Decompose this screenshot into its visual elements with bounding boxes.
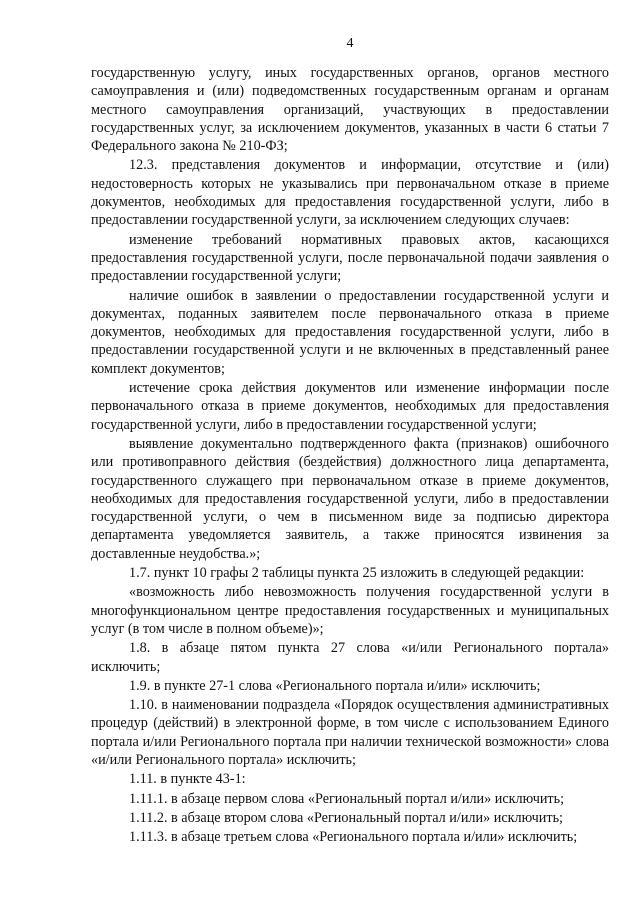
paragraph-case-errors: наличие ошибок в заявлении о предоставлении государственной услуги и документах, поданных заявителем после первоначального отказа в приеме документов, необходимых для предоставления государственной услуги, либо в предоставлении государственной услуги и не включенных в представленный ранее комплект документов; (91, 287, 609, 377)
paragraph-1-7-quote: «возможность либо невозможность получения государственной услуги в многофункциональном центре предоставления государственных и муниципальных услуг (в том числе в полном объеме)»; (91, 584, 609, 637)
paragraph-1-11: 1.11. в пункте 43-1: (129, 771, 246, 788)
page-number: 4 (346, 36, 354, 51)
paragraph-1-9: 1.9. в пункте 27-1 слова «Регионального портала и/или» исключить; (129, 677, 541, 694)
paragraph-1-10: 1.10. в наименовании подраздела «Порядок осуществления административных процедур (действий) в электронной форме, в том числе с использованием Единого портала и/или Регионального портала при наличии технической возможности» слова «и/или Регионального портала» исключить; (91, 697, 609, 768)
paragraph-case-requirements-change: изменение требований нормативных правовых актов, касающихся предоставления государственной услуги, после первоначальной подачи заявления о предоставлении государственной услуги; (91, 231, 609, 285)
paragraph-1-8: 1.8. в абзаце пятом пункта 27 слова «и/или Регионального портала» исключить; (91, 640, 609, 675)
paragraph-1-11-2: 1.11.2. в абзаце втором слова «Региональный портал и/или» исключить; (129, 809, 563, 826)
paragraph-case-misconduct: выявление документально подтвержденного факта (признаков) ошибочного или противоправного действия (бездействия) должностного лица департамента, государственного служащего при первоначальном отказе в приеме документов, необходимых для предоставления государственной услуги, либо в предоставлении государственной услуги, о чем в письменном виде за подписью директора департамента уведомляется заявитель, а также приносятся извинения за доставленные неудобства.»; (91, 435, 609, 562)
paragraph-1-7: 1.7. пункт 10 графы 2 таблицы пункта 25 изложить в следующей редакции: (129, 565, 585, 582)
paragraph-continuation: государственную услугу, иных государственных органов, органов местного самоуправления и (или) подведомственных государственным органам и органам местного самоуправления организаций, участвующих в предоставлении государственных услуг, за исключением документов, указанных в части 6 статьи 7 Федерального закона № 210-ФЗ; (91, 65, 609, 155)
paragraph-1-11-1: 1.11.1. в абзаце первом слова «Региональный портал и/или» исключить; (129, 790, 565, 807)
document-body (91, 64, 609, 847)
paragraph-case-expiry: истечение срока действия документов или изменение информации после первоначального отказа в приеме документов, необходимых для предоставления государственной услуги, либо в предоставлении государственной услуги; (91, 380, 609, 433)
paragraph-12-3: 12.3. представления документов и информации, отсутствие и (или) недостоверность которых не указывались при первоначальном отказе в приеме документов, необходимых для предоставления государственной услуги, либо в предоставлении государственной услуги, за исключением следующих случаев: (91, 157, 609, 229)
paragraph-1-11-3: 1.11.3. в абзаце третьем слова «Регионального портала и/или» исключить; (129, 829, 578, 846)
